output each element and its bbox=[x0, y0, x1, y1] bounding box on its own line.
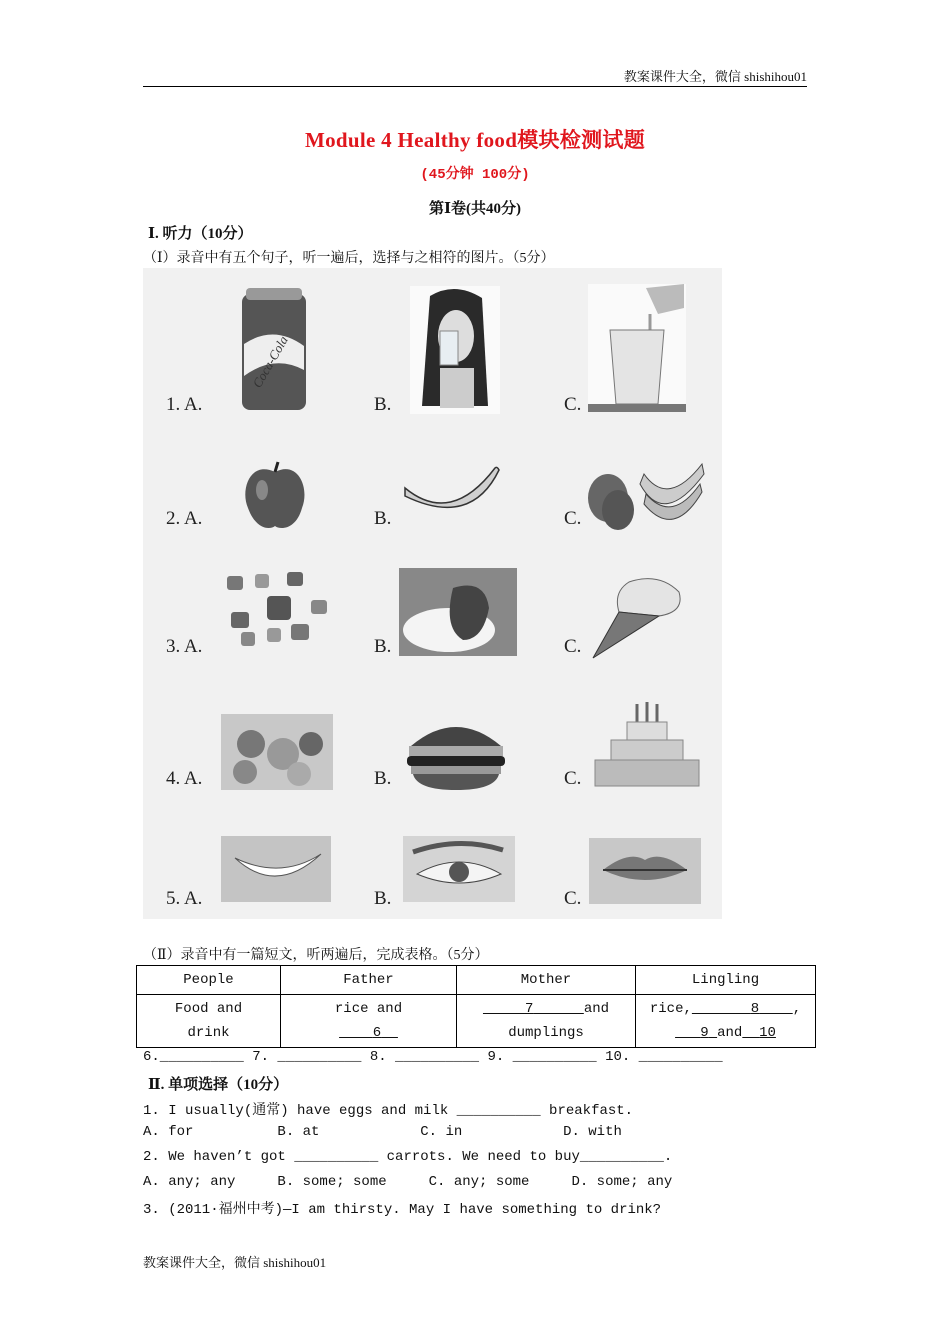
ice-cream-cone-picture bbox=[589, 572, 685, 660]
lingling-cell: rice, 8 , 9 and 10 bbox=[636, 995, 816, 1048]
svg-text:Coca-Cola: Coca-Cola bbox=[249, 333, 291, 391]
option-b-label: B. bbox=[374, 394, 392, 415]
candies-picture bbox=[221, 570, 331, 650]
apple-picture bbox=[240, 460, 310, 532]
smile-teeth-picture bbox=[221, 836, 331, 902]
question-1: 1. I usually(通常) have eggs and milk __________ breakfast. bbox=[143, 1103, 634, 1119]
row-label: 3. A. bbox=[166, 636, 203, 657]
row-label: 4. A. bbox=[166, 768, 203, 789]
table-header: Father bbox=[281, 966, 457, 995]
blank-10[interactable]: 10 bbox=[759, 1025, 776, 1041]
blank-6[interactable]: 6 bbox=[372, 1025, 382, 1041]
option-c-label: C. bbox=[564, 636, 582, 657]
strawberry-cream-picture bbox=[399, 568, 517, 656]
page-subtitle: (45分钟 100分) bbox=[420, 167, 530, 183]
row-label: 5. A. bbox=[166, 888, 203, 909]
hamburger-picture bbox=[405, 716, 507, 790]
table-header: Mother bbox=[457, 966, 636, 995]
table-row-label: Food and drink bbox=[137, 995, 281, 1048]
table-header: Lingling bbox=[636, 966, 816, 995]
row-label: 2. A. bbox=[166, 508, 203, 529]
blank-7[interactable]: 7 bbox=[524, 1001, 534, 1017]
option-c-label: C. bbox=[564, 508, 582, 529]
lips-picture bbox=[589, 838, 701, 904]
option-b-label: B. bbox=[374, 888, 392, 909]
blank-9[interactable]: 9 bbox=[700, 1025, 709, 1041]
option-c-label: C. bbox=[564, 888, 582, 909]
page-header: 教案课件大全，微信 shishihou01 bbox=[623, 69, 807, 84]
listening-part2-instruction: （Ⅱ）录音中有一篇短文，听两遍后，完成表格。（5分） bbox=[143, 948, 489, 963]
apples-and-bananas-picture bbox=[584, 444, 706, 532]
question-3: 3. (2011·福州中考)—I am thirsty. May I have something to drink? bbox=[143, 1202, 662, 1218]
cola-can-picture bbox=[238, 284, 310, 416]
option-c-label: C. bbox=[564, 768, 582, 789]
listening-table bbox=[136, 965, 816, 1048]
banana-picture bbox=[401, 464, 501, 528]
listening-part1-instruction: （Ⅰ）录音中有五个句子，听一遍后，选择与之相符的图片。（5分） bbox=[143, 251, 555, 266]
option-b-label: B. bbox=[374, 636, 392, 657]
question-2-options[interactable]: A. any; any B. some; some C. any; some D. some; any bbox=[143, 1174, 673, 1190]
mother-cell: 7 and dumplings bbox=[457, 995, 636, 1048]
blank-8[interactable]: 8 bbox=[750, 1001, 760, 1017]
answer-blanks[interactable]: 6.__________ 7. __________ 8. __________ 9. __________ 10. __________ bbox=[143, 1049, 723, 1065]
birthday-cake-picture bbox=[593, 698, 701, 790]
girl-drinking-picture bbox=[410, 286, 500, 414]
table-header: People bbox=[137, 966, 281, 995]
glass-of-water-picture bbox=[588, 284, 686, 412]
food-pile-picture bbox=[221, 714, 333, 790]
section1-heading: Ⅰ. 听力（10分） bbox=[148, 226, 253, 242]
option-b-label: B. bbox=[374, 508, 392, 529]
header-rule bbox=[143, 86, 807, 87]
page-title: Module 4 Healthy food模块检测试题 bbox=[304, 128, 646, 152]
listening-picture-panel bbox=[143, 268, 722, 919]
page-footer: 教案课件大全，微信 shishihou01 bbox=[143, 1255, 327, 1270]
question-1-options[interactable]: A. for B. at C. in D. with bbox=[143, 1124, 622, 1140]
question-2: 2. We haven’t got __________ carrots. We need to buy__________. bbox=[143, 1149, 673, 1165]
option-b-label: B. bbox=[374, 768, 392, 789]
eye-picture bbox=[403, 836, 515, 902]
option-c-label: C. bbox=[564, 394, 582, 415]
row-label: 1. A. bbox=[166, 394, 203, 415]
father-cell: rice and 6 bbox=[281, 995, 457, 1048]
volume-heading: 第Ⅰ卷(共40分) bbox=[428, 201, 521, 217]
section2-heading: Ⅱ. 单项选择（10分） bbox=[148, 1077, 289, 1093]
